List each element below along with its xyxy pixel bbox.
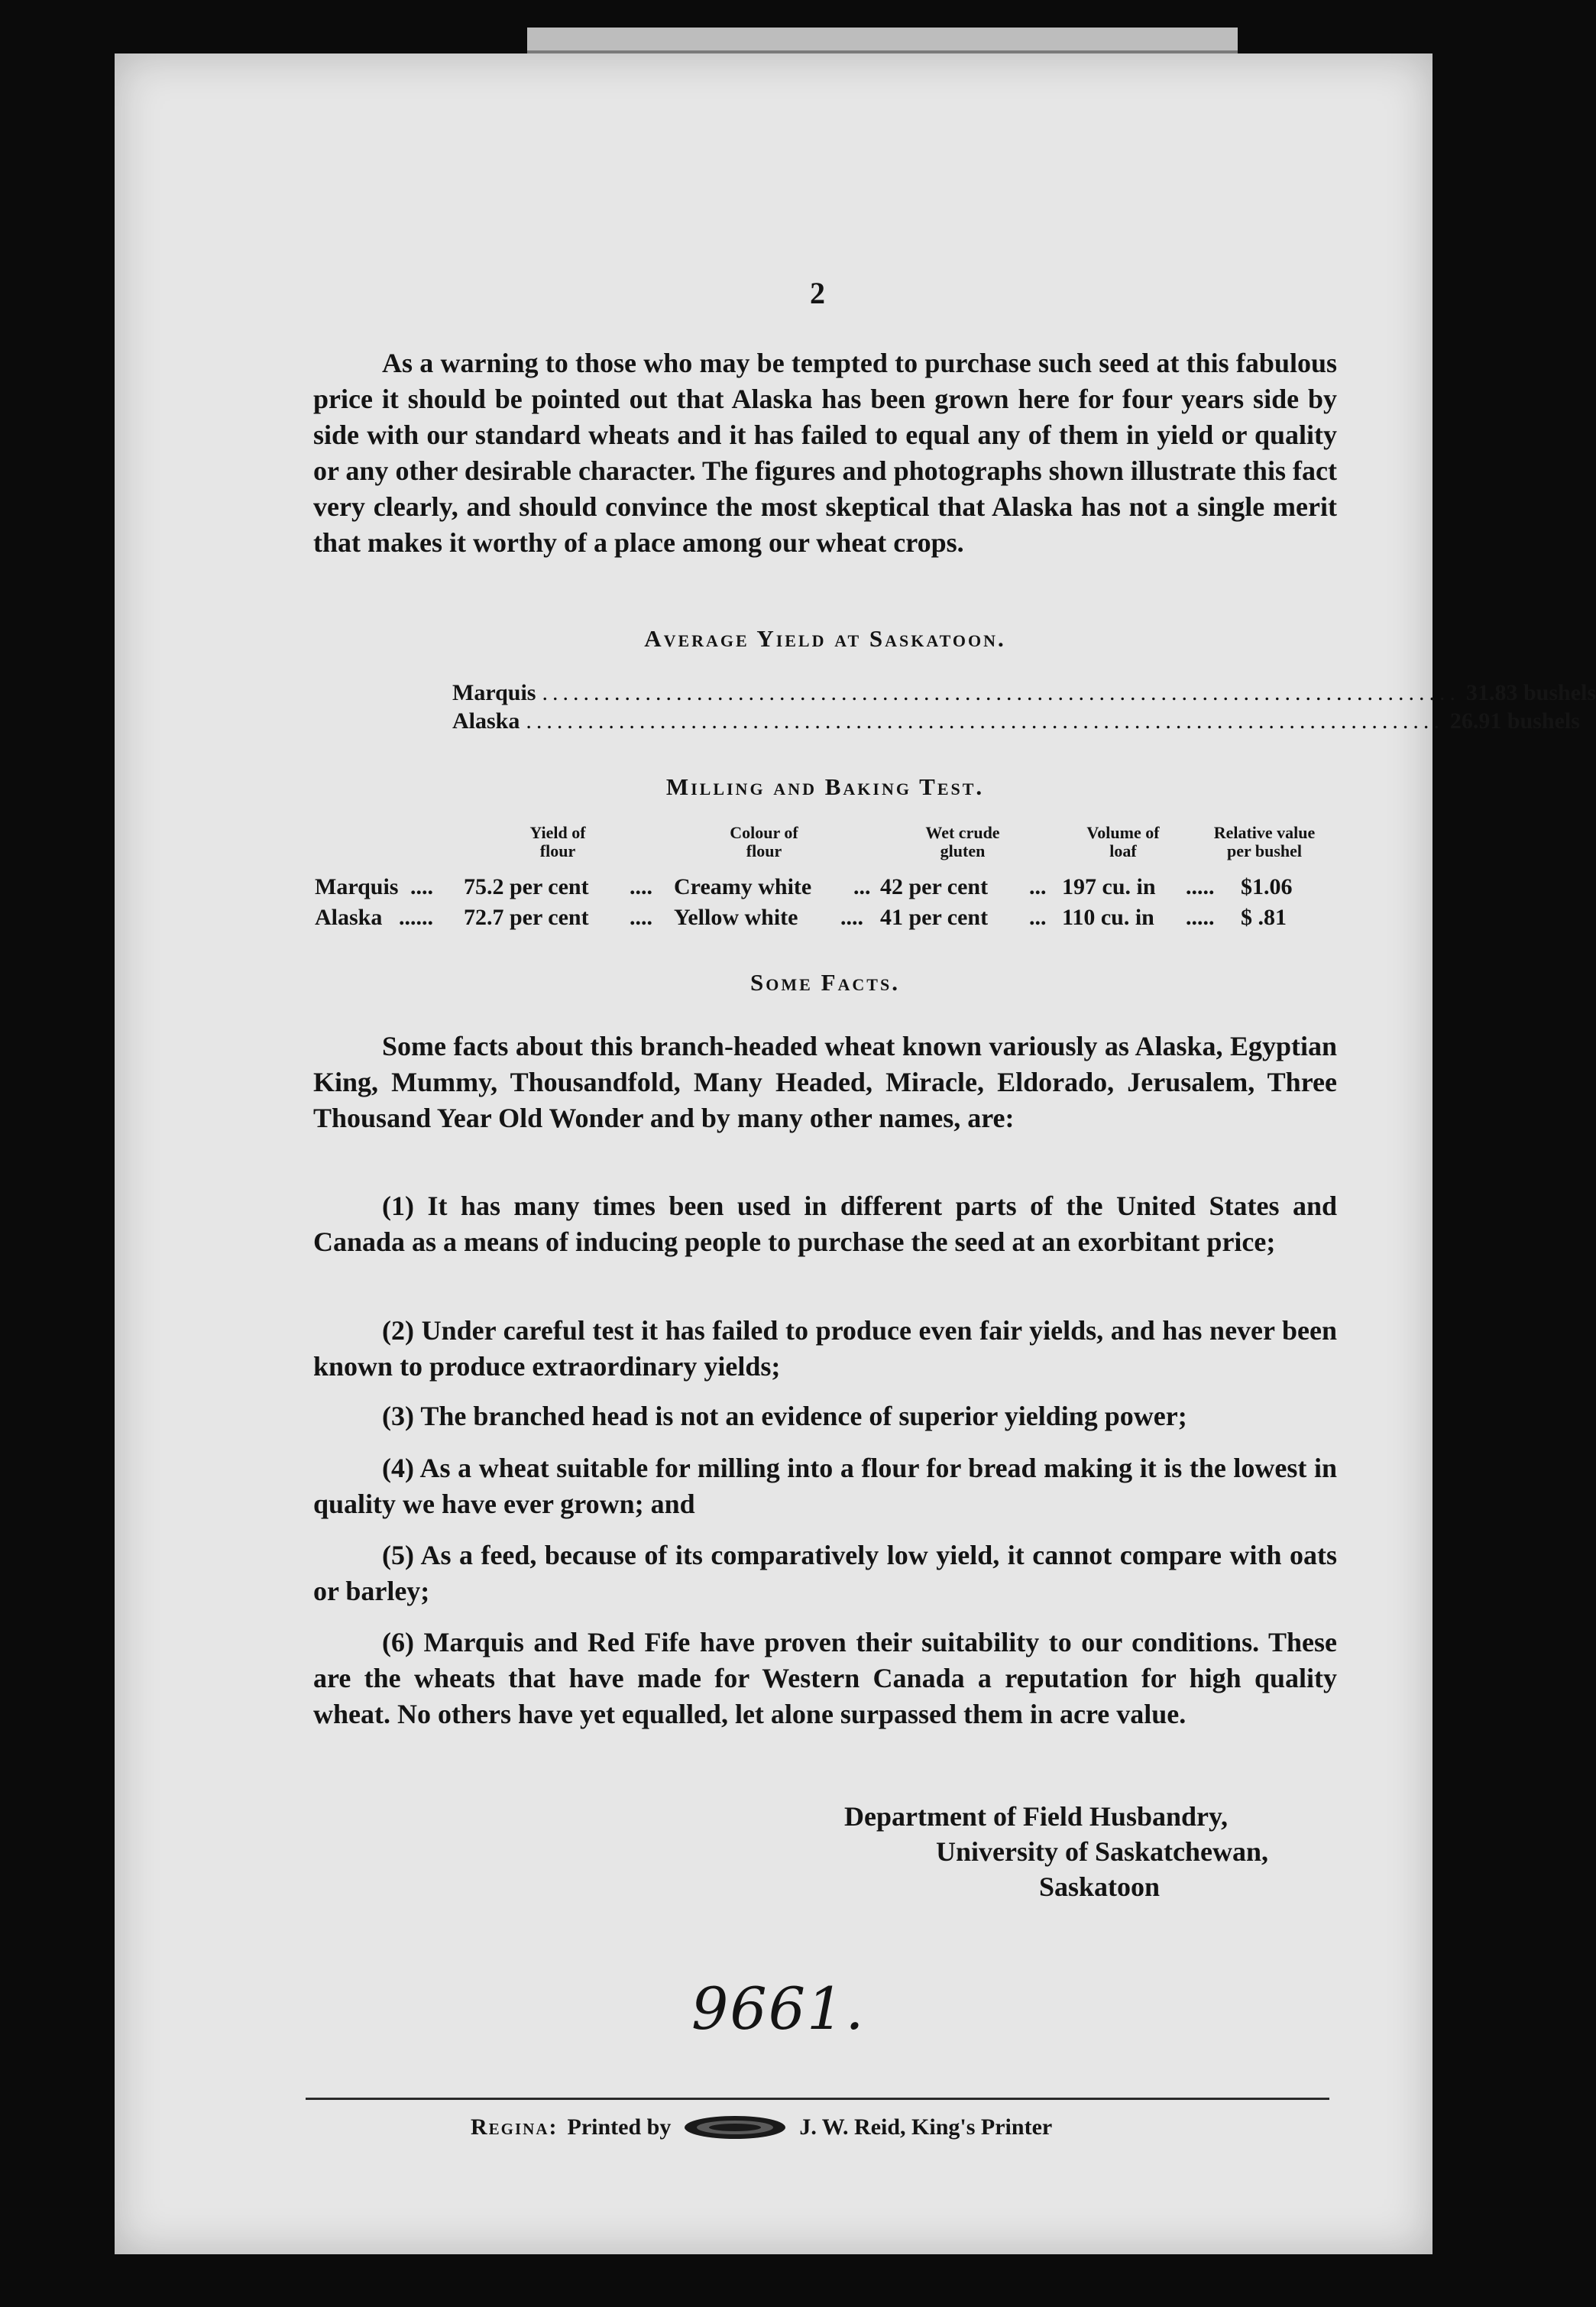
printer-footer	[471, 2114, 1052, 2141]
leader-dots: ...	[853, 874, 871, 899]
yield-row	[452, 708, 1580, 734]
col-header-gluten: Wet crude gluten	[925, 823, 1000, 860]
fact-item: (6) Marquis and Red Fife have proven their suitability to our conditions. These are the wheats that have made for Western Canada a reputation for high quality wheat. No others have yet equalled, let alone surpassed them in acre value.	[313, 1627, 1337, 1729]
cell-colour: Creamy white	[674, 874, 812, 899]
footer-rule	[306, 2098, 1329, 2100]
signature-city: Saskatoon	[1039, 1871, 1161, 1902]
leader-dots: ...	[1029, 905, 1047, 930]
yield-value: 31.83 bushels	[1465, 680, 1596, 705]
col-header-value: Relative value per bushel	[1213, 823, 1316, 860]
cell-gluten: 41 per cent	[880, 905, 989, 930]
handwritten-number: 9661.	[691, 1975, 866, 2043]
col-header-volume: Volume of loaf	[1086, 823, 1160, 860]
fact-item: (4) As a wheat suitable for milling into a flour for bread making it is the lowest in quality we have ever grown; and	[313, 1453, 1337, 1519]
signature-university: University of Saskatchewan,	[936, 1836, 1269, 1867]
signature-department: Department of Field Husbandry,	[844, 1801, 1229, 1832]
printer-ornament-icon	[681, 2114, 788, 2141]
leader-dots: ......	[399, 905, 433, 930]
paper-edge-strip	[527, 28, 1238, 53]
cell-yield: 72.7 per cent	[464, 905, 589, 930]
yield-row	[452, 680, 1596, 706]
cell-colour: Yellow white	[674, 905, 798, 930]
fact-item: (1) It has many times been used in different parts of the United States and Canada as a means of inducing people to purchase the seed at an exorbitant price;	[313, 1191, 1337, 1257]
footer-printer: J. W. Reid, King's Printer	[799, 2114, 1053, 2140]
footer-printed-by: Printed by	[567, 2114, 672, 2140]
fact-item: (3) The branched head is not an evidence of superior yielding power;	[382, 1401, 1187, 1431]
cell-gluten: 42 per cent	[880, 874, 989, 899]
page-number: 2	[810, 276, 825, 310]
leader-dots: ....	[630, 874, 652, 899]
leader-dots: ....	[630, 905, 652, 930]
leader-dots: ...	[1029, 874, 1047, 899]
milling-test-heading: Milling and Baking Test.	[665, 773, 985, 800]
yield-variety: Marquis	[452, 680, 536, 705]
leader-dots: .....	[1186, 905, 1215, 930]
fact-item: (5) As a feed, because of its comparatively low yield, it cannot compare with oats or barley;	[313, 1540, 1337, 1606]
cell-value: $ .81	[1241, 905, 1287, 930]
yield-variety: Alaska	[452, 708, 520, 734]
leader-dots: .....	[1186, 874, 1215, 899]
facts-heading: Some Facts.	[750, 969, 900, 996]
fact-item: (2) Under careful test it has failed to produce even fair yields, and has never been known to produce extraordinary yields;	[313, 1315, 1337, 1382]
footer-place: Regina:	[471, 2114, 558, 2140]
cell-value: $1.06	[1241, 874, 1293, 899]
yield-value: 26.91 bushels	[1449, 708, 1580, 734]
intro-paragraph: As a warning to those who may be tempted to purchase such seed at this fabulous price it should be pointed out that Alaska has been grown here for four years side by side with our standard wheats and it has failed to equal any of them in yield or quality or any other desirable character. The figures and photographs shown illustrate this fact very clearly, and should convince the most skeptical that Alaska has not a single merit that makes it worthy of a place among our wheat crops.	[313, 348, 1337, 558]
cell-volume: 197 cu. in	[1062, 874, 1156, 899]
col-header-yield: Yield of flour	[529, 823, 586, 860]
facts-intro-paragraph: Some facts about this branch-headed wheat known variously as Alaska, Egyptian King, Mummy, Thousandfold, Many Headed, Miracle, Eldorado, Jerusalem, Three Thousand Year Old Wonder and by many other names, are:	[313, 1031, 1337, 1133]
leader-dots: .........................................................................................	[526, 708, 1444, 734]
cell-yield: 75.2 per cent	[464, 874, 589, 899]
leader-dots: ....	[410, 874, 433, 899]
row-variety: Alaska	[315, 905, 383, 930]
row-variety: Marquis	[315, 874, 399, 899]
average-yield-heading: Average Yield at Saskatoon.	[644, 625, 1006, 652]
cell-volume: 110 cu. in	[1062, 905, 1154, 930]
col-header-colour: Colour of flour	[730, 823, 798, 860]
leader-dots: .........................................................................................	[542, 680, 1460, 705]
leader-dots: ....	[840, 905, 863, 930]
